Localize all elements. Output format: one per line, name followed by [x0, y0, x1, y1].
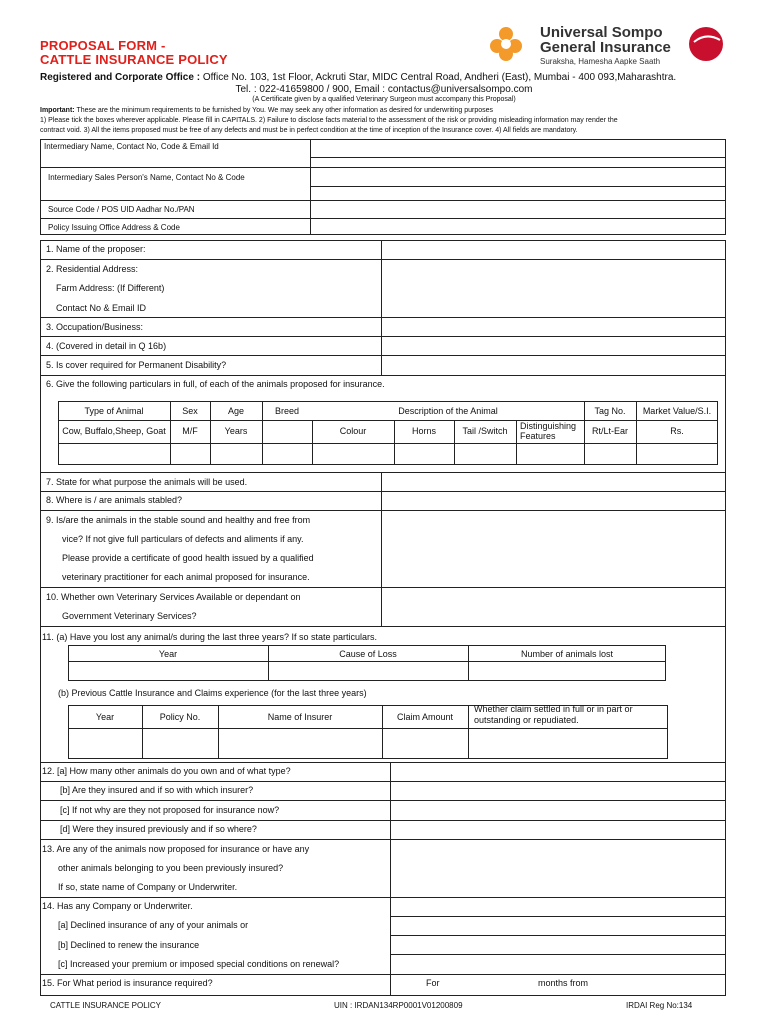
contact-line: Tel. : 022-41659800 / 900, Email : contactus@universalsompo.com: [235, 84, 533, 95]
policy-office-label: Policy Issuing Office Address & Code: [48, 223, 180, 232]
q14c-label: [c] Increased your premium or imposed special conditions on renewal?: [58, 959, 340, 969]
sub-years: Years: [224, 426, 248, 436]
proposer-name-field[interactable]: [383, 241, 725, 258]
q9-line4: veterinary practitioner for each animal proposed for insurance.: [62, 572, 310, 582]
claims-col-status: Whether claim settled in full or in part or outstanding or repudiated.: [474, 704, 633, 725]
occupation-field[interactable]: [383, 318, 725, 335]
sub-animal-kinds: Cow, Buffalo,Sheep, Goat: [62, 426, 166, 436]
period-months-field[interactable]: [450, 975, 534, 995]
loss-entry-row[interactable]: [69, 662, 665, 680]
form-title-line1: PROPOSAL FORM -: [40, 38, 166, 53]
q15-label: 15. For What period is insurance required?: [42, 978, 213, 988]
loss-col-cause: Cause of Loss: [339, 649, 397, 659]
stable-field[interactable]: [383, 492, 725, 509]
disability-field[interactable]: [383, 356, 725, 374]
q4-field[interactable]: [383, 337, 725, 354]
previous-company-field[interactable]: [392, 840, 725, 896]
logo-name-line1: Universal Sompo: [540, 24, 663, 41]
intermediary-name-label: Intermediary Name, Contact No, Code & Email Id: [44, 142, 219, 151]
important-label: Important:: [40, 107, 75, 114]
declined-field[interactable]: [392, 917, 725, 934]
form-title-line2: CATTLE INSURANCE POLICY: [40, 52, 228, 67]
important-line2: 1) Please tick the boxes wherever applicable. Please fill in CAPITALS. 2) Failure to disclose facts material to the assessment of the risk or providing misleading information may render the: [40, 117, 618, 124]
q12c-label: [c] If not why are they not proposed for insurance now?: [60, 805, 280, 815]
certificate-note: (A Certificate given by a qualified Veterinary Surgeon must accompany this Proposal): [252, 96, 516, 103]
col-sex: Sex: [182, 406, 198, 416]
q15-months-label: months from: [538, 978, 589, 988]
office-address: [40, 72, 676, 83]
claims-col-year: Year: [95, 712, 115, 722]
q9-line1: 9. Is/are the animals in the stable sound and healthy and free from: [46, 515, 311, 525]
q14-label: 14. Has any Company or Underwriter.: [42, 901, 193, 911]
sub-tail-switch: Tail /Switch: [462, 426, 508, 436]
increased-premium-field[interactable]: [392, 955, 725, 973]
footer-uin: UIN : IRDAN134RP0001V01200809: [334, 1001, 463, 1010]
footer-policy-name: CATTLE INSURANCE POLICY: [50, 1001, 161, 1010]
q2-farm-label: Farm Address: (If Different): [56, 283, 165, 293]
claims-col-amount: Claim Amount: [396, 712, 454, 722]
sompo-flower-icon: [488, 24, 536, 64]
q9-line3: Please provide a certificate of good health issued by a qualified: [62, 553, 314, 563]
loss-col-number: Number of animals lost: [520, 649, 614, 659]
q11a-label: 11. (a) Have you lost any animal/s during the last three years? If so state particulars.: [42, 632, 377, 642]
intermediary-sales-label: Intermediary Sales Person's Name, Contact No & Code: [48, 173, 245, 182]
logo-tagline: Suraksha, Hamesha Aapke Saath: [540, 57, 661, 66]
q13-line1: 13. Are any of the animals now proposed for insurance or have any: [42, 844, 310, 854]
q2-label: 2. Residential Address:: [46, 264, 139, 274]
q12d-label: [d] Were they insured previously and if so where?: [60, 824, 257, 834]
company-logo: [488, 24, 728, 68]
sub-rs: Rs.: [670, 426, 684, 436]
red-globe-icon: [686, 24, 728, 66]
q1-label: 1. Name of the proposer:: [46, 244, 146, 254]
policy-office-field[interactable]: [312, 220, 724, 234]
sub-distinguishing: Distinguishing Features: [520, 421, 577, 441]
intermediary-name-field[interactable]: [312, 140, 724, 156]
q13-line3: If so, state name of Company or Underwriter.: [58, 882, 238, 892]
other-animals-field[interactable]: [392, 763, 725, 780]
animal-entry-row[interactable]: [59, 444, 717, 464]
q6-label: 6. Give the following particulars in full, of each of the animals proposed for insurance.: [46, 379, 385, 389]
col-age: Age: [227, 406, 244, 416]
q8-label: 8. Where is / are animals stabled?: [46, 495, 183, 505]
sub-colour: Colour: [339, 426, 367, 436]
previously-insured-field[interactable]: [392, 821, 725, 838]
period-from-field[interactable]: [600, 975, 724, 995]
q4-label: 4. (Covered in detail in Q 16b): [46, 341, 167, 351]
sub-horns: Horns: [411, 426, 436, 436]
sub-ear: Rt/Lt-Ear: [591, 426, 628, 436]
q12a-label: 12. [a] How many other animals do you own and of what type?: [42, 766, 291, 776]
not-proposed-field[interactable]: [392, 801, 725, 819]
col-type-of-animal: Type of Animal: [84, 406, 144, 416]
vet-services-field[interactable]: [383, 588, 725, 625]
q10-line1: 10. Whether own Veterinary Services Available or dependant on: [46, 592, 301, 602]
purpose-field[interactable]: [383, 473, 725, 490]
important-text: These are the minimum requirements to be furnished by You. We may seek any other information as desired for underwriting purposes: [76, 107, 494, 114]
important-note: [40, 106, 730, 136]
col-market-value: Market Value/S.I.: [642, 406, 712, 416]
other-insured-field[interactable]: [392, 782, 725, 799]
col-tag-no: Tag No.: [594, 406, 626, 416]
q9-line2: vice? If not give full particulars of defects and aliments if any.: [62, 534, 304, 544]
office-address-text: Office No. 103, 1st Floor, Ackruti Star, MIDC Central Road, Andheri (East), Mumbai - 400 093,Maharashtra.: [202, 72, 677, 83]
col-description: Description of the Animal: [398, 406, 498, 416]
q5-label: 5. Is cover required for Permanent Disability?: [46, 360, 227, 370]
q10-line2: Government Veterinary Services?: [62, 611, 197, 621]
logo-name-line2: General Insurance: [540, 39, 671, 56]
intermediary-sales-field[interactable]: [312, 169, 724, 185]
q15-for-label: For: [426, 978, 440, 988]
q14b-label: [b] Declined to renew the insurance: [58, 940, 200, 950]
q13-line2: other animals belonging to you been previously insured?: [58, 863, 284, 873]
q12b-label: [b] Are they insured and if so with which insurer?: [60, 785, 254, 795]
health-field[interactable]: [383, 511, 725, 586]
q2-contact-label: Contact No & Email ID: [56, 303, 147, 313]
claims-col-insurer: Name of Insurer: [267, 712, 333, 722]
important-line3: contract void. 3) All the items proposed must be free of any defects and must be in perfect condition at the time of inception of the Insurance cover. 4) All fields are mandatory.: [40, 127, 578, 134]
q14a-label: [a] Declined insurance of any of your animals or: [58, 920, 249, 930]
source-code-field[interactable]: [312, 202, 724, 217]
footer-irdai: IRDAI Reg No:134: [626, 1001, 693, 1010]
address-field[interactable]: [383, 260, 725, 316]
claims-col-policy: Policy No.: [159, 712, 201, 722]
q7-label: 7. State for what purpose the animals will be used.: [46, 477, 248, 487]
loss-col-year: Year: [158, 649, 178, 659]
q11b-label: (b) Previous Cattle Insurance and Claims experience (for the last three years): [58, 688, 367, 698]
source-code-label: Source Code / POS UID Aadhar No./PAN: [48, 205, 195, 214]
sub-mf: M/F: [182, 426, 198, 436]
declined-renew-field[interactable]: [392, 936, 725, 953]
q3-label: 3. Occupation/Business:: [46, 322, 144, 332]
claims-entry-row[interactable]: [69, 729, 667, 758]
office-label: Registered and Corporate Office :: [40, 72, 201, 83]
col-breed: Breed: [274, 406, 300, 416]
